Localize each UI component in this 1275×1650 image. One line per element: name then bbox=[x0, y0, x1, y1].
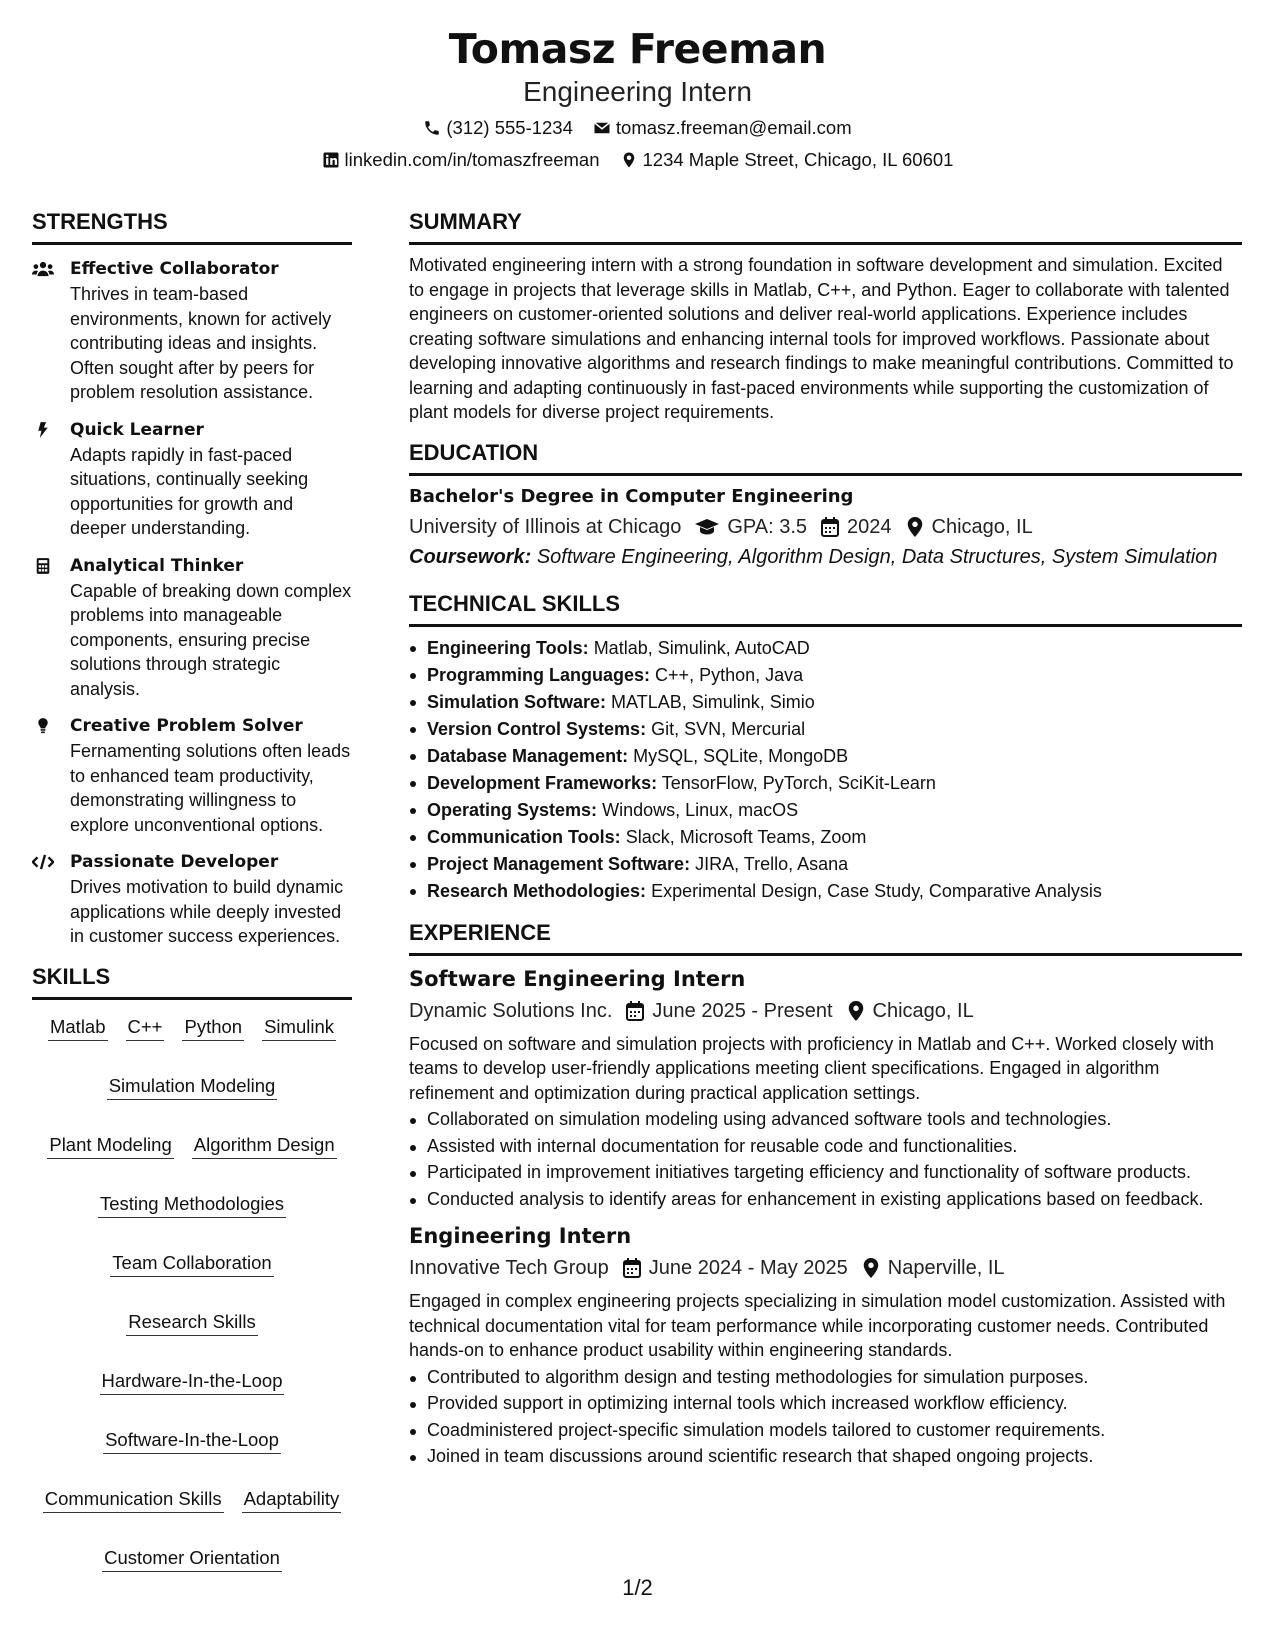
linkedin-icon bbox=[322, 151, 340, 169]
technical-skills-heading: TECHNICAL SKILLS bbox=[409, 590, 1242, 627]
list-item: Contributed to algorithm design and testing methodologies for simulation purposes. bbox=[409, 1365, 1242, 1390]
job-title: Software Engineering Intern bbox=[409, 966, 746, 991]
list-item: Coadministered project-specific simulation models tailored to customer requirements. bbox=[409, 1418, 1242, 1443]
strength-desc: Fernamenting solutions often leads to enhanced team productivity, demonstrating willingness to explore unconventional options. bbox=[70, 741, 351, 835]
list-item: Communication Tools: Slack, Microsoft Teams, Zoom bbox=[409, 824, 1242, 851]
skill-tag: Team Collaboration bbox=[110, 1250, 273, 1277]
graduation-cap-icon bbox=[695, 517, 719, 537]
list-item: Programming Languages: C++, Python, Java bbox=[409, 662, 1242, 689]
skill-tag: Simulation Modeling bbox=[107, 1073, 278, 1100]
job-meta bbox=[409, 1253, 1242, 1283]
list-item: Simulation Software: MATLAB, Simulink, Simio bbox=[409, 689, 1242, 716]
list-item: Conducted analysis to identify areas for enhancement in existing applications based on feedback. bbox=[409, 1187, 1242, 1212]
job-dates: June 2024 - May 2025 bbox=[648, 1257, 848, 1279]
strengths-heading: STRENGTHS bbox=[32, 208, 352, 245]
skill-tag: Communication Skills bbox=[43, 1486, 224, 1513]
strength-title: Passionate Developer bbox=[70, 852, 279, 872]
bolt-icon bbox=[32, 421, 54, 439]
company-name: Innovative Tech Group bbox=[409, 1257, 609, 1279]
address-text: 1234 Maple Street, Chicago, IL 60601 bbox=[642, 149, 954, 170]
skills-heading: SKILLS bbox=[32, 963, 352, 1000]
education-location: Chicago, IL bbox=[931, 515, 1033, 538]
map-pin-icon bbox=[620, 151, 638, 169]
email-contact[interactable] bbox=[593, 116, 852, 140]
linkedin-text: linkedin.com/in/tomaszfreeman bbox=[344, 149, 600, 170]
strength-title: Quick Learner bbox=[70, 419, 204, 440]
list-item: Database Management: MySQL, SQLite, MongoDB bbox=[409, 743, 1242, 770]
strength-item bbox=[32, 257, 352, 405]
job-meta bbox=[409, 996, 1242, 1026]
job-title: Engineering Intern bbox=[409, 1224, 632, 1248]
skill-tag: Hardware-In-the-Loop bbox=[100, 1368, 285, 1395]
gpa-text: GPA: 3.5 bbox=[727, 515, 808, 538]
skill-tag: Testing Methodologies bbox=[98, 1191, 286, 1218]
strength-title: Effective Collaborator bbox=[70, 259, 279, 279]
linkedin-contact[interactable] bbox=[322, 148, 600, 172]
graduation-year: 2024 bbox=[847, 515, 892, 538]
skill-tag: Customer Orientation bbox=[102, 1545, 282, 1572]
map-pin-icon bbox=[862, 1258, 880, 1278]
education-meta bbox=[409, 512, 1242, 542]
list-item: Development Frameworks: TensorFlow, PyTorch, SciKit-Learn bbox=[409, 770, 1242, 797]
list-item: Collaborated on simulation modeling using advanced software tools and technologies. bbox=[409, 1107, 1242, 1132]
address-contact bbox=[620, 148, 954, 172]
list-item: Version Control Systems: Git, SVN, Mercurial bbox=[409, 716, 1242, 743]
coursework-list: Software Engineering, Algorithm Design, Data Structures, System Simulation bbox=[536, 545, 1218, 568]
strength-item bbox=[32, 714, 352, 837]
job-entry bbox=[409, 964, 1242, 1212]
strength-item bbox=[32, 554, 352, 702]
skill-tag: Matlab bbox=[48, 1014, 108, 1041]
calculator-icon bbox=[32, 557, 54, 575]
education-section bbox=[409, 439, 1242, 572]
strengths-section bbox=[32, 208, 352, 949]
skill-tag: Adaptability bbox=[242, 1486, 342, 1513]
education-heading: EDUCATION bbox=[409, 439, 1242, 476]
left-column bbox=[32, 208, 352, 1572]
candidate-name: Tomasz Freeman bbox=[448, 25, 827, 73]
strength-desc: Adapts rapidly in fast-paced situations, continually seeking opportunities for growth and deeper understanding. bbox=[70, 444, 309, 538]
list-item: Engineering Tools: Matlab, Simulink, AutoCAD bbox=[409, 635, 1242, 662]
company-name: Dynamic Solutions Inc. bbox=[409, 999, 613, 1022]
list-item: Provided support in optimizing internal tools which increased workflow efficiency. bbox=[409, 1391, 1242, 1416]
resume-header bbox=[0, 22, 1275, 172]
list-item: Operating Systems: Windows, Linux, macOS bbox=[409, 797, 1242, 824]
list-item: Research Methodologies: Experimental Design, Case Study, Comparative Analysis bbox=[409, 878, 1242, 905]
school-name: University of Illinois at Chicago bbox=[409, 515, 682, 538]
calendar-icon bbox=[821, 517, 839, 537]
phone-text: (312) 555-1234 bbox=[446, 117, 573, 138]
job-dates: June 2025 - Present bbox=[652, 999, 833, 1022]
skill-tag: Software-In-the-Loop bbox=[103, 1427, 281, 1454]
skill-tag: Simulink bbox=[262, 1014, 336, 1041]
skill-tag: Python bbox=[182, 1014, 244, 1041]
calendar-icon bbox=[626, 1001, 644, 1021]
job-location: Naperville, IL bbox=[887, 1257, 1005, 1279]
summary-heading: SUMMARY bbox=[409, 208, 1242, 245]
list-item: Assisted with internal documentation for reusable code and functionalities. bbox=[409, 1134, 1242, 1159]
users-icon bbox=[32, 260, 54, 278]
skill-tag: C++ bbox=[126, 1014, 165, 1041]
contact-row-1 bbox=[0, 116, 1275, 140]
experience-heading: EXPERIENCE bbox=[409, 919, 1242, 956]
technical-skills-section bbox=[409, 590, 1242, 905]
list-item: Project Management Software: JIRA, Trello, Asana bbox=[409, 851, 1242, 878]
page-number: 1/2 bbox=[622, 1575, 653, 1600]
summary-text: Motivated engineering intern with a strong foundation in software development and simulation. Excited to engage in projects that leverage skills in Matlab, C++, and Python. Eager to collaborate with talented engineers on customer-oriented solutions and deliver real-world applications. Experience includes creating software simulations and enhancing internal tools for improved workflows. Passionate about developing innovative algorithms and research findings to make meaningful contributions. Committed to learning and adapting continuously in fast-paced environments while supporting the customization of plant models for diverse project requirements. bbox=[409, 255, 1234, 422]
summary-section bbox=[409, 208, 1242, 425]
strength-item bbox=[32, 418, 352, 541]
right-column bbox=[409, 208, 1242, 1471]
calendar-icon bbox=[623, 1258, 641, 1278]
degree-title: Bachelor's Degree in Computer Engineering bbox=[409, 485, 854, 507]
map-pin-icon bbox=[847, 1001, 865, 1021]
strength-title: Analytical Thinker bbox=[70, 555, 244, 576]
strength-item bbox=[32, 850, 352, 949]
job-location: Chicago, IL bbox=[872, 999, 974, 1022]
email-text: tomasz.freeman@email.com bbox=[615, 117, 852, 138]
coursework-line bbox=[409, 542, 1242, 572]
strength-desc: Capable of breaking down complex problems into manageable components, ensuring precise solutions through strategic analysis. bbox=[70, 580, 352, 699]
skill-tag: Research Skills bbox=[126, 1309, 258, 1336]
job-description: Focused on software and simulation projects with proficiency in Matlab and C++. Worked closely with teams to develop user-friendly applications meeting client specifications. Engaged in algorithm refinement and optimization during practical application settings. bbox=[409, 1033, 1215, 1103]
code-icon bbox=[32, 853, 54, 871]
strength-title: Creative Problem Solver bbox=[70, 716, 303, 736]
lightbulb-icon bbox=[32, 717, 54, 735]
list-item: Participated in improvement initiatives targeting efficiency and functionality of software products. bbox=[409, 1160, 1242, 1185]
skills-section bbox=[32, 963, 352, 1572]
skill-tag: Algorithm Design bbox=[192, 1132, 337, 1159]
list-item: Joined in team discussions around scientific research that shaped ongoing projects. bbox=[409, 1444, 1242, 1469]
map-pin-icon bbox=[906, 517, 924, 537]
job-entry bbox=[409, 1221, 1242, 1469]
job-description: Engaged in complex engineering projects specializing in simulation model customization. Assisted with technical documentation vital for team performance while incorporating customer needs. Contributed hands-on to enhance product usability within engineering standards. bbox=[409, 1291, 1226, 1360]
phone-icon bbox=[423, 119, 441, 137]
skill-tag: Plant Modeling bbox=[47, 1132, 173, 1159]
strength-desc: Thrives in team-based environments, known for actively contributing ideas and insights. Often sought after by peers for problem resolution assistance. bbox=[70, 284, 332, 402]
candidate-role: Engineering Intern bbox=[523, 76, 752, 107]
envelope-icon bbox=[593, 119, 611, 137]
strength-desc: Drives motivation to build dynamic applications while deeply invested in customer success experiences. bbox=[70, 877, 344, 946]
phone-contact bbox=[423, 116, 573, 140]
contact-row-2 bbox=[0, 148, 1275, 172]
experience-section bbox=[409, 919, 1242, 1469]
coursework-label: Coursework: bbox=[409, 545, 532, 568]
